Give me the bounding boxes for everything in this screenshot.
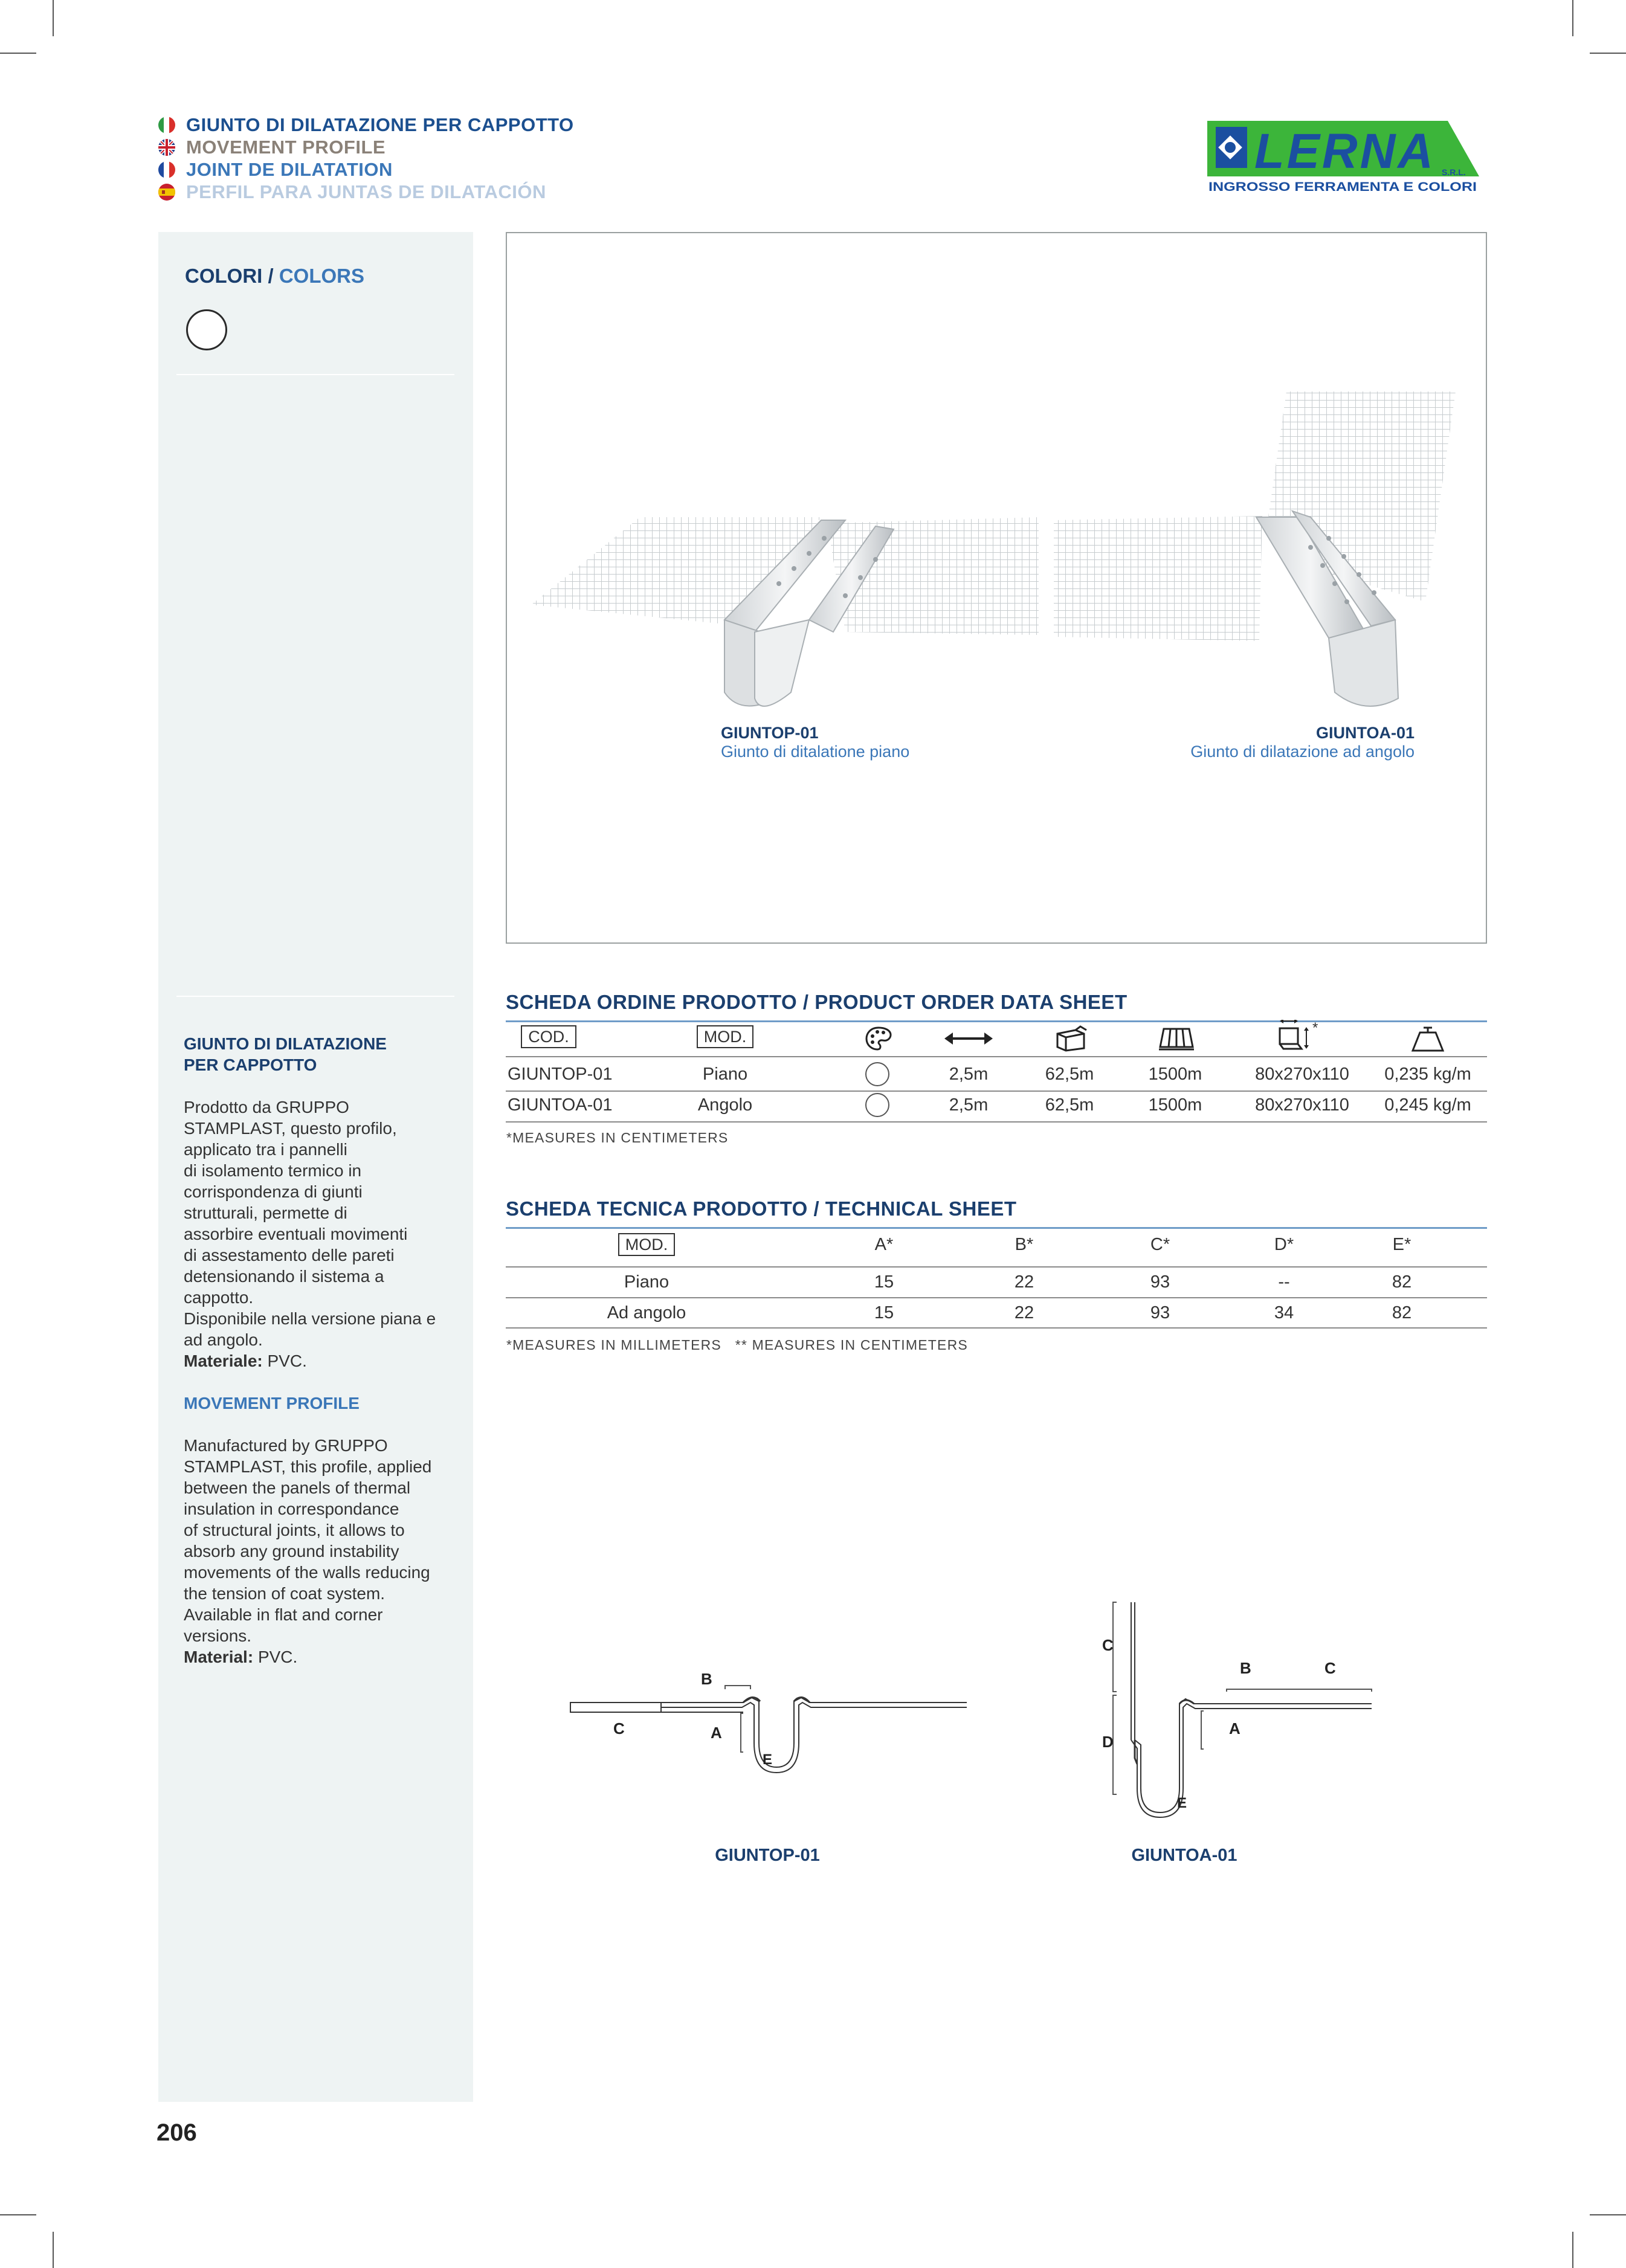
uk-flag-icon	[158, 139, 175, 156]
dim-label-c: C	[1102, 1636, 1114, 1654]
tech-col-a: A*	[874, 1235, 894, 1254]
box-icon	[1054, 1025, 1088, 1052]
colors-heading: COLORI / COLORS	[185, 265, 365, 287]
order-cell-box: 62,5m	[1045, 1095, 1094, 1115]
order-cell-length: 2,5m	[949, 1095, 989, 1115]
pallet-icon	[1159, 1025, 1194, 1052]
order-sheet-rule	[506, 1020, 1487, 1022]
crop-mark	[1572, 0, 1573, 36]
tech-cell-b: 22	[1014, 1272, 1034, 1292]
material-en: Material: PVC.	[184, 1648, 298, 1666]
tech-row-rule	[506, 1297, 1487, 1298]
order-cell-pallet: 1500m	[1148, 1095, 1202, 1115]
tech-col-e: E*	[1392, 1235, 1411, 1254]
order-col-cod: COD.	[512, 1025, 585, 1048]
title-spanish: PERFIL PARA JUNTAS DE DILATACIÓN	[158, 181, 574, 203]
order-col-mod: MOD.	[689, 1025, 761, 1048]
dim-label-e: E	[763, 1751, 773, 1768]
crop-mark	[1590, 2214, 1626, 2215]
diagram-giuntop	[562, 1643, 985, 1794]
tech-cell-mod: Piano	[624, 1272, 669, 1292]
dim-label-e: E	[1177, 1795, 1187, 1811]
crop-mark	[0, 53, 36, 54]
title-french: JOINT DE DILATATION	[158, 158, 574, 181]
tech-col-b: B*	[1015, 1235, 1034, 1254]
dim-label-c: C	[1324, 1659, 1336, 1677]
title-italian: GIUNTO DI DILATAZIONE PER CAPPOTTO	[158, 114, 574, 136]
logo-tagline: INGROSSO FERRAMENTA E COLORI	[1208, 180, 1477, 194]
tech-cell-b: 22	[1014, 1303, 1034, 1322]
tech-cell-d: 34	[1274, 1303, 1294, 1322]
order-sheet-title: SCHEDA ORDINE PRODOTTO / PRODUCT ORDER DATA SHEET	[506, 991, 1128, 1013]
order-row-rule	[506, 1091, 1487, 1092]
tech-header-rule	[506, 1266, 1487, 1268]
color-swatch-white	[186, 309, 227, 350]
tech-row-rule	[506, 1327, 1487, 1329]
order-row-rule	[506, 1121, 1487, 1123]
crop-mark	[53, 2232, 54, 2268]
sidebar-divider	[176, 996, 454, 997]
weight-icon	[1411, 1025, 1444, 1052]
dim-label-d: D	[1102, 1733, 1114, 1751]
dim-label-c: C	[613, 1719, 625, 1738]
order-cell-mod: Piano	[702, 1065, 748, 1084]
tech-cell-e: 82	[1392, 1272, 1412, 1292]
description-it: Prodotto da GRUPPO STAMPLAST, questo profilo, applicato tra i pannelli di isolamento termico in corrispondenza di giunti strutturali, permette di assorbire eventuali movimenti di assestamento delle pareti detensionando il sistema a cappotto. Disponibile nella versione piana e ad angolo. Materiale: PVC.	[184, 1097, 456, 1371]
product-photo-frame	[506, 232, 1487, 944]
length-arrow-icon	[944, 1028, 993, 1049]
tech-cell-c: 93	[1150, 1303, 1170, 1322]
dimensions-icon: *	[1277, 1020, 1326, 1051]
tech-cell-c: 93	[1150, 1272, 1170, 1292]
tech-cell-a: 15	[874, 1272, 894, 1292]
tech-cell-e: 82	[1392, 1303, 1412, 1322]
tech-sheet-title: SCHEDA TECNICA PRODOTTO / TECHNICAL SHEET	[506, 1197, 1017, 1220]
order-cell-dims: 80x270x110	[1255, 1095, 1349, 1115]
photo-caption-right: GIUNTOA-01 Giunto di dilatazione ad angolo	[1190, 724, 1415, 761]
palette-icon	[864, 1025, 893, 1052]
order-cell-weight: 0,245 kg/m	[1384, 1095, 1471, 1115]
order-cell-dims: 80x270x110	[1255, 1065, 1349, 1084]
mesh-right-a	[1054, 516, 1262, 641]
order-cell-weight: 0,235 kg/m	[1384, 1065, 1471, 1084]
logo-wordmark: LERNA	[1254, 124, 1436, 179]
order-sheet-note: *MEASURES IN CENTIMETERS	[506, 1130, 729, 1145]
crop-mark	[1590, 53, 1626, 54]
description-en: Manufactured by GRUPPO STAMPLAST, this profile, applied between the panels of thermal insulation in correspondance of structural joints, it allows to absorb any ground instability movements of the walls reducing the tension of coat system. Available in flat and corner versions. Material: PVC.	[184, 1435, 456, 1667]
dim-label-a: A	[1229, 1719, 1240, 1738]
multilingual-title	[158, 114, 574, 203]
tech-cell-d: --	[1278, 1272, 1290, 1292]
title-english: MOVEMENT PROFILE	[158, 136, 574, 158]
italy-flag-icon	[158, 117, 175, 134]
crop-mark	[0, 2214, 36, 2215]
tech-col-mod: MOD.	[610, 1233, 683, 1256]
tech-cell-mod: Ad angolo	[607, 1303, 686, 1322]
logo-suffix: S.R.L.	[1442, 167, 1466, 177]
order-cell-cod: GIUNTOA-01	[508, 1095, 613, 1115]
crop-mark	[53, 0, 54, 36]
order-cell-cod: GIUNTOP-01	[508, 1065, 613, 1084]
diagram-giuntoa	[1100, 1595, 1384, 1831]
order-cell-mod: Angolo	[697, 1095, 753, 1115]
company-logo	[1207, 118, 1479, 196]
tech-col-c: C*	[1150, 1235, 1170, 1254]
dim-label-a: A	[711, 1724, 722, 1742]
sidebar-divider	[176, 374, 454, 375]
crop-mark	[1572, 2232, 1573, 2268]
order-cell-box: 62,5m	[1045, 1065, 1094, 1084]
dim-label-b: B	[701, 1670, 712, 1688]
tech-sheet-rule	[506, 1227, 1487, 1229]
product-heading-it: GIUNTO DI DILATAZIONE PER CAPPOTTO	[184, 1034, 387, 1074]
tech-cell-a: 15	[874, 1303, 894, 1322]
order-header-rule	[506, 1056, 1487, 1057]
material-it: Materiale: PVC.	[184, 1351, 307, 1370]
order-cell-length: 2,5m	[949, 1065, 989, 1084]
diagram-caption-right: GIUNTOA-01	[1131, 1846, 1237, 1865]
page-number: 206	[156, 2119, 197, 2146]
color-circle	[865, 1093, 889, 1117]
color-circle	[865, 1062, 889, 1086]
order-cell-pallet: 1500m	[1148, 1065, 1202, 1084]
france-flag-icon	[158, 161, 175, 178]
photo-caption-left: GIUNTOP-01 Giunto di ditalatione piano	[721, 724, 910, 761]
product-photo	[507, 233, 1486, 942]
tech-col-d: D*	[1274, 1235, 1294, 1254]
tech-sheet-note: *MEASURES IN MILLIMETERS ** MEASURES IN CENTIMETERS	[506, 1337, 968, 1353]
diagram-caption-left: GIUNTOP-01	[715, 1846, 820, 1865]
spain-flag-icon	[158, 184, 175, 201]
dim-label-b: B	[1240, 1659, 1251, 1677]
product-heading-en: MOVEMENT PROFILE	[184, 1394, 360, 1413]
